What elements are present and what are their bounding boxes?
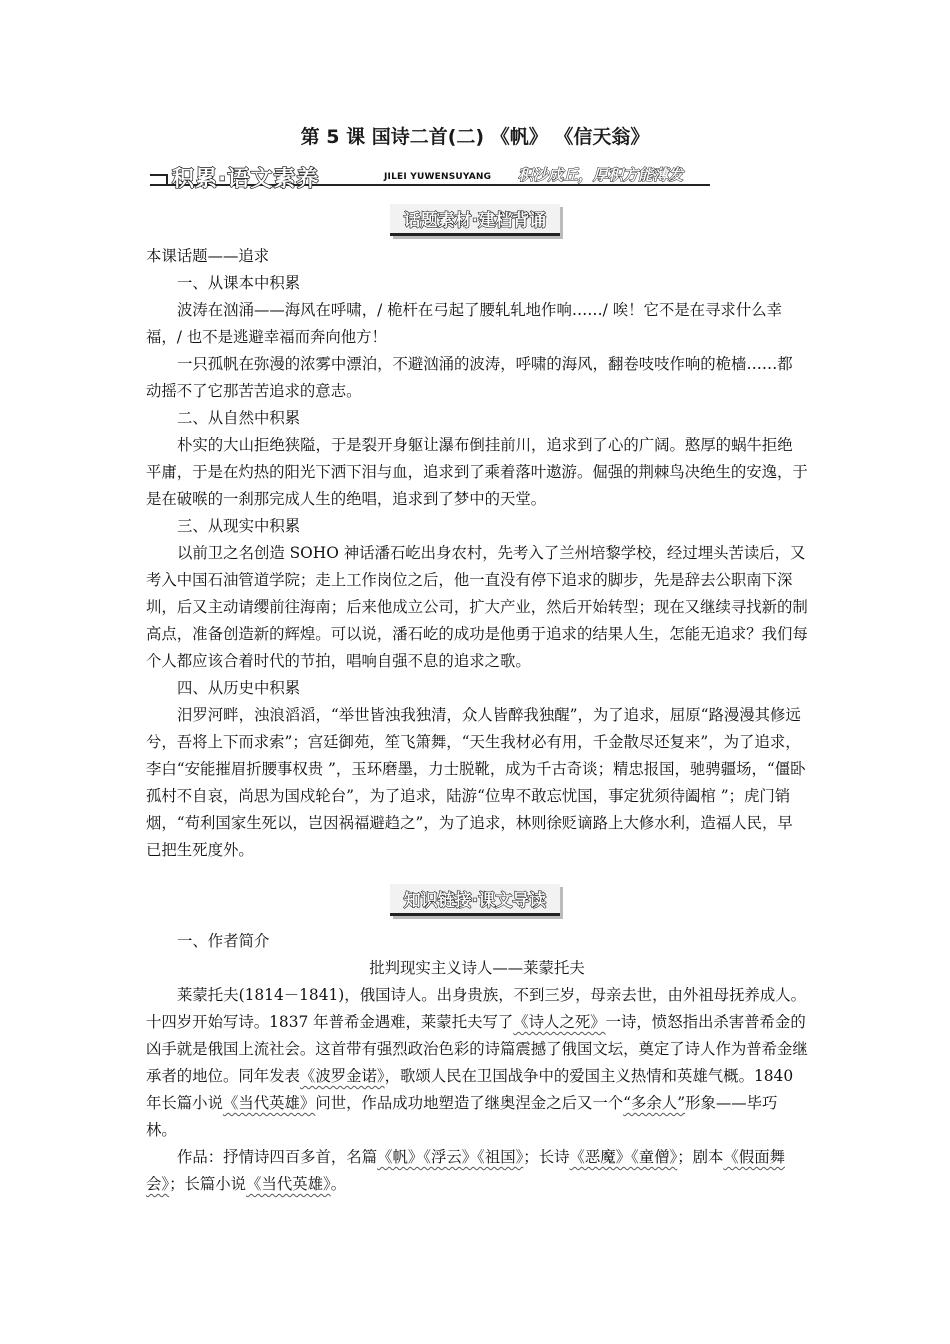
subheading-reality: 三、从现实中积累 bbox=[177, 517, 301, 535]
bio-superfluous-man: “多余人” bbox=[623, 1094, 686, 1112]
paragraph-history: 汨罗河畔，浊浪滔滔，“举世皆浊我独清，众人皆醉我独醒”，为了追求，屈原“路漫漫其修远兮，吾将上下而求索”；宫廷御苑，笙飞箫舞，“天生我材必有用，千金散尽还复来”，为了追求，李白“安能摧眉折腰事权贵 ”，玉环磨墨，力士脱靴，成为千古奇谈；精忠报国，驰骋疆场，“僵卧孤村不自哀，尚思为国戍轮台”，为了追求，陆游“位卑不敢忘忧国，事定犹须待阖棺 ”；虎门销烟，“苟利国家生死以，岂因祸福避趋之”，为了追求，林则徐贬谪路上大修水利，造福人民，早已把生死度外。 bbox=[146, 706, 806, 859]
section-banner bbox=[150, 160, 710, 194]
banner-pinyin: JILEI YUWENSUYANG bbox=[384, 172, 492, 182]
section-heading-2 bbox=[0, 884, 950, 916]
works-lyric-poems: 《帆》《浮云》《祖国》 bbox=[377, 1148, 524, 1166]
works-text-b: ；长诗 bbox=[523, 1148, 570, 1166]
bio-text-a: 莱蒙托夫(1814－1841)，俄国诗人。出身贵族，不到三岁，母亲去世，由外祖母抚养成人。十四岁开始写诗。1837 年普希金遇难，莱蒙托夫写了 bbox=[146, 986, 807, 1031]
paragraph-lone-sail: 一只孤帆在弥漫的浓雾中漂泊，不避汹涌的波涛，呼啸的海风，翻卷吱吱作响的桅樯……都动摇不了它那苦苦追求的意志。 bbox=[146, 355, 793, 400]
lesson-title: 第 5 课 国诗二首(二) 《帆》 《信天翁》 bbox=[300, 126, 650, 148]
subheading-author: 一、作者简介 bbox=[177, 932, 270, 950]
works-drama: 《假面舞会》 bbox=[146, 1148, 785, 1193]
section-2-body bbox=[146, 928, 808, 1198]
paragraph-works bbox=[146, 1144, 808, 1198]
banner-slogan: 积沙成丘，厚积方能薄发 bbox=[518, 166, 684, 184]
bio-work-hero: 《当代英雄》 bbox=[222, 1094, 316, 1112]
bio-text-c: ，歌颂人民在卫国战争中的爱国主义热情和英雄气概。1840 年长篇小说 bbox=[146, 1067, 794, 1112]
works-text-c: ；剧本 bbox=[677, 1148, 724, 1166]
paragraph-biography bbox=[146, 982, 808, 1144]
works-text-d: ；长篇小说 bbox=[169, 1175, 247, 1193]
works-novel: 《当代英雄》 bbox=[246, 1175, 331, 1193]
author-title: 批判现实主义诗人——莱蒙托夫 bbox=[369, 959, 585, 977]
paragraph-reality: 以前卫之名创造 SOHO 神话潘石屹出身农村，先考入了兰州培黎学校，经过埋头苦读后，又考入中国石油管道学院；走上工作岗位之后，他一直没有停下追求的脚步，先是辞去公职南下深圳，后又主动请缨前往海南；后来他成立公司，扩大产业，然后开始转型；现在又继续寻找新的制高点，准备创造新的辉煌。可以说，潘石屹的成功是他勇于追求的结果人生，怎能无追求？我们每个人都应该合着时代的节拍，唱响自强不息的追求之歌。 bbox=[146, 544, 808, 670]
section-1-body bbox=[146, 243, 808, 864]
bio-text-e: 形象——毕巧林。 bbox=[146, 1094, 778, 1139]
paragraph-poem-excerpt: 波涛在汹涌——海风在呼啸，/ 桅杆在弓起了腰轧轧地作响……/ 唉！它不是在寻求什么幸福，/ 也不是逃避幸福而奔向他方！ bbox=[146, 301, 782, 346]
bio-text-d: 问世，作品成功地塑造了继奥涅金之后又一个 bbox=[315, 1094, 624, 1112]
subheading-nature: 二、从自然中积累 bbox=[177, 409, 301, 427]
works-text-e: 。 bbox=[330, 1175, 347, 1193]
section-heading-1-label: 话题素材·建档背诵 bbox=[390, 204, 560, 236]
topic-line: 本课话题——追求 bbox=[146, 247, 270, 265]
bio-work-borodino: 《波罗金诺》 bbox=[299, 1067, 385, 1085]
bio-work-death-of-poet: 《诗人之死》 bbox=[513, 1013, 606, 1031]
section-heading-1 bbox=[0, 204, 950, 236]
bio-text-b: 一诗，愤怒指出杀害普希金的凶手就是俄国上流社会。这首带有强烈政治色彩的诗篇震撼了俄国文坛，奠定了诗人作为普希金继承者的地位。同年发表 bbox=[146, 1013, 808, 1085]
paragraph-nature: 朴实的大山拒绝狭隘，于是裂开身躯让瀑布倒挂前川，追求到了心的广阔。憨厚的蜗牛拒绝平庸，于是在灼热的阳光下洒下泪与血，追求到了乘着落叶遨游。倔强的荆棘鸟决绝生的安逸，于是在破喉的一刹那完成人生的绝唱，追求到了梦中的天堂。 bbox=[146, 436, 808, 508]
subheading-textbook: 一、从课本中积累 bbox=[177, 274, 301, 292]
subheading-history: 四、从历史中积累 bbox=[177, 679, 301, 697]
works-text-a: 作品：抒情诗四百多首，名篇 bbox=[177, 1148, 378, 1166]
banner-title: 积累·语文素养 bbox=[172, 167, 320, 192]
works-long-poems: 《恶魔》《童僧》 bbox=[569, 1148, 678, 1166]
section-heading-2-label: 知识链接·课文导读 bbox=[390, 884, 560, 916]
